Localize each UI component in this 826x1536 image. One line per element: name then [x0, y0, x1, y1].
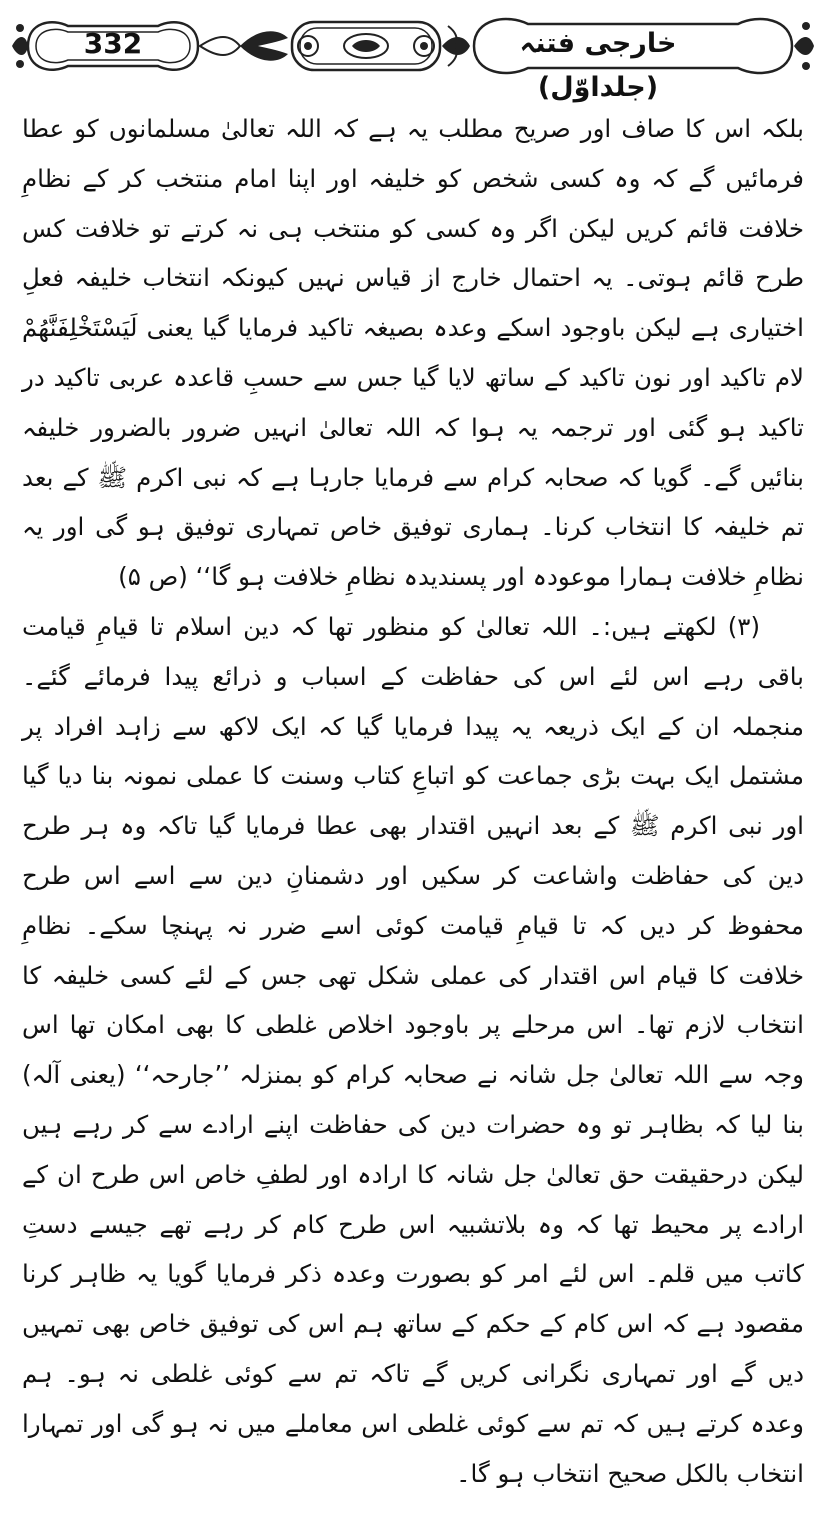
running-title: خارجی فتنہ (جلداوّل): [519, 28, 677, 103]
page-reference: (ص ۵): [118, 562, 188, 592]
page-number: 332: [83, 27, 143, 60]
paragraph-text: (۳) لکھتے ہیں:۔ اللہ تعالیٰ کو منظور تھا کہ دین اسلام تا قیامِ قیامت باقی رہے اس لئے اس کی حفاظت کے اسباب و ذرائع پیدا فرمائے گئے۔ منجملہ ان کے ایک ذریعہ یہ پیدا فرمایا گیا کہ ایک لاکھ سے زاہد افراد پر مشتمل ایک بہت بڑی جماعت کو اتباعِ کتاب وسنت کا عملی نمونہ بنا دیا گیا اور نبی اکرم ﷺ کے بعد انہیں اقتدار بھی عطا فرمایا گیا تاکہ وہ ہر طرح دین کی حفاظت واشاعت کر سکیں اور دشمنانِ دین سے اسے اس طرح محفوظ کر دیں کہ تا قیامِ قیامت کوئی اسے ضرر نہ پہنچا سکے۔ نظامِ خلافت کا قیام اس اقتدار کی عملی شکل تھی جس کے لئے کسی خلیفہ کا انتخاب لازم تھا۔ اس مرحلے پر باوجود اخلاص غلطی کا بھی امکان تھا اس وجہ سے اللہ تعالیٰ جل شانہ نے صحابہ کرام کو بمنزلہ ’’جارحہ‘‘ (یعنی آلہ) بنا لیا کہ بظاہر تو وہ حضرات دین کی حفاظت اپنے ارادے سے کر رہے ہیں لیکن درحقیقت حق تعالیٰ جل شانہ کا ارادہ اور لطفِ خاص اس طرح ان کے ارادے پر محیط تھا کہ وہ بلاتشبیہ اس طرح کام کر رہے تھے جیسے دستِ کاتب میں قلم۔ اس لئے امر کو بصورت وعدہ ذکر فرمایا گویا یہ ظاہر کرنا مقصود ہے کہ اس کام کے حکم کے ساتھ ہم اس کی توفیق خاص بھی تمہیں دیں گے اور تمہاری نگرانی کریں گے تاکہ تم سے کوئی غلطی نہ ہو۔ ہم وعدہ کرتے ہیں کہ تم سے کوئی غلطی اس معاملے میں نہ ہو گی اور تمہارا انتخاب بالکل صحیح انتخاب ہو گا۔: [22, 611, 804, 1488]
main-text: [22, 104, 804, 1498]
page-header-ornament: [8, 8, 818, 103]
paragraph-text: بلکہ اس کا صاف اور صریح مطلب یہ ہے کہ اللہ تعالیٰ مسلمانوں کو عطا فرمائیں گے کہ وہ کسی شخص کو خلیفہ اور اپنا امام منتخب کر کے نظامِ خلافت قائم کریں لیکن اگر وہ کسی کو منتخب ہی نہ کرتے تو خلافت کس طرح قائم ہوتی۔ یہ احتمال خارج از قیاس نہیں کیونکہ انتخاب خلیفہ فعلِ اختیاری ہے لیکن باوجود اسکے وعدہ بصیغہ تاکید فرمایا گیا یعنی لَیَسْتَخْلِفَنَّهُمْ لام تاکید اور نون تاکید کے ساتھ لایا گیا جس سے حسبِ قاعدہ عربی تاکید در تاکید ہو گئی اور ترجمہ یہ ہوا کہ اللہ تعالیٰ انہیں ضرور بالضرور خلیفہ بنائیں گے۔ گویا کہ صحابہ کرام سے فرمایا جارہا ہے کہ نبی اکرم ﷺ کے بعد تم خلیفہ کا انتخاب کرنا۔ ہماری توفیق خاص تمہاری توفیق ہو گی اور یہ نظامِ خلافت ہمارا موعودہ اور پسندیدہ نظامِ خلافت ہو گا‘‘: [22, 114, 804, 592]
paragraph: [22, 602, 804, 1498]
paragraph: [22, 104, 804, 602]
